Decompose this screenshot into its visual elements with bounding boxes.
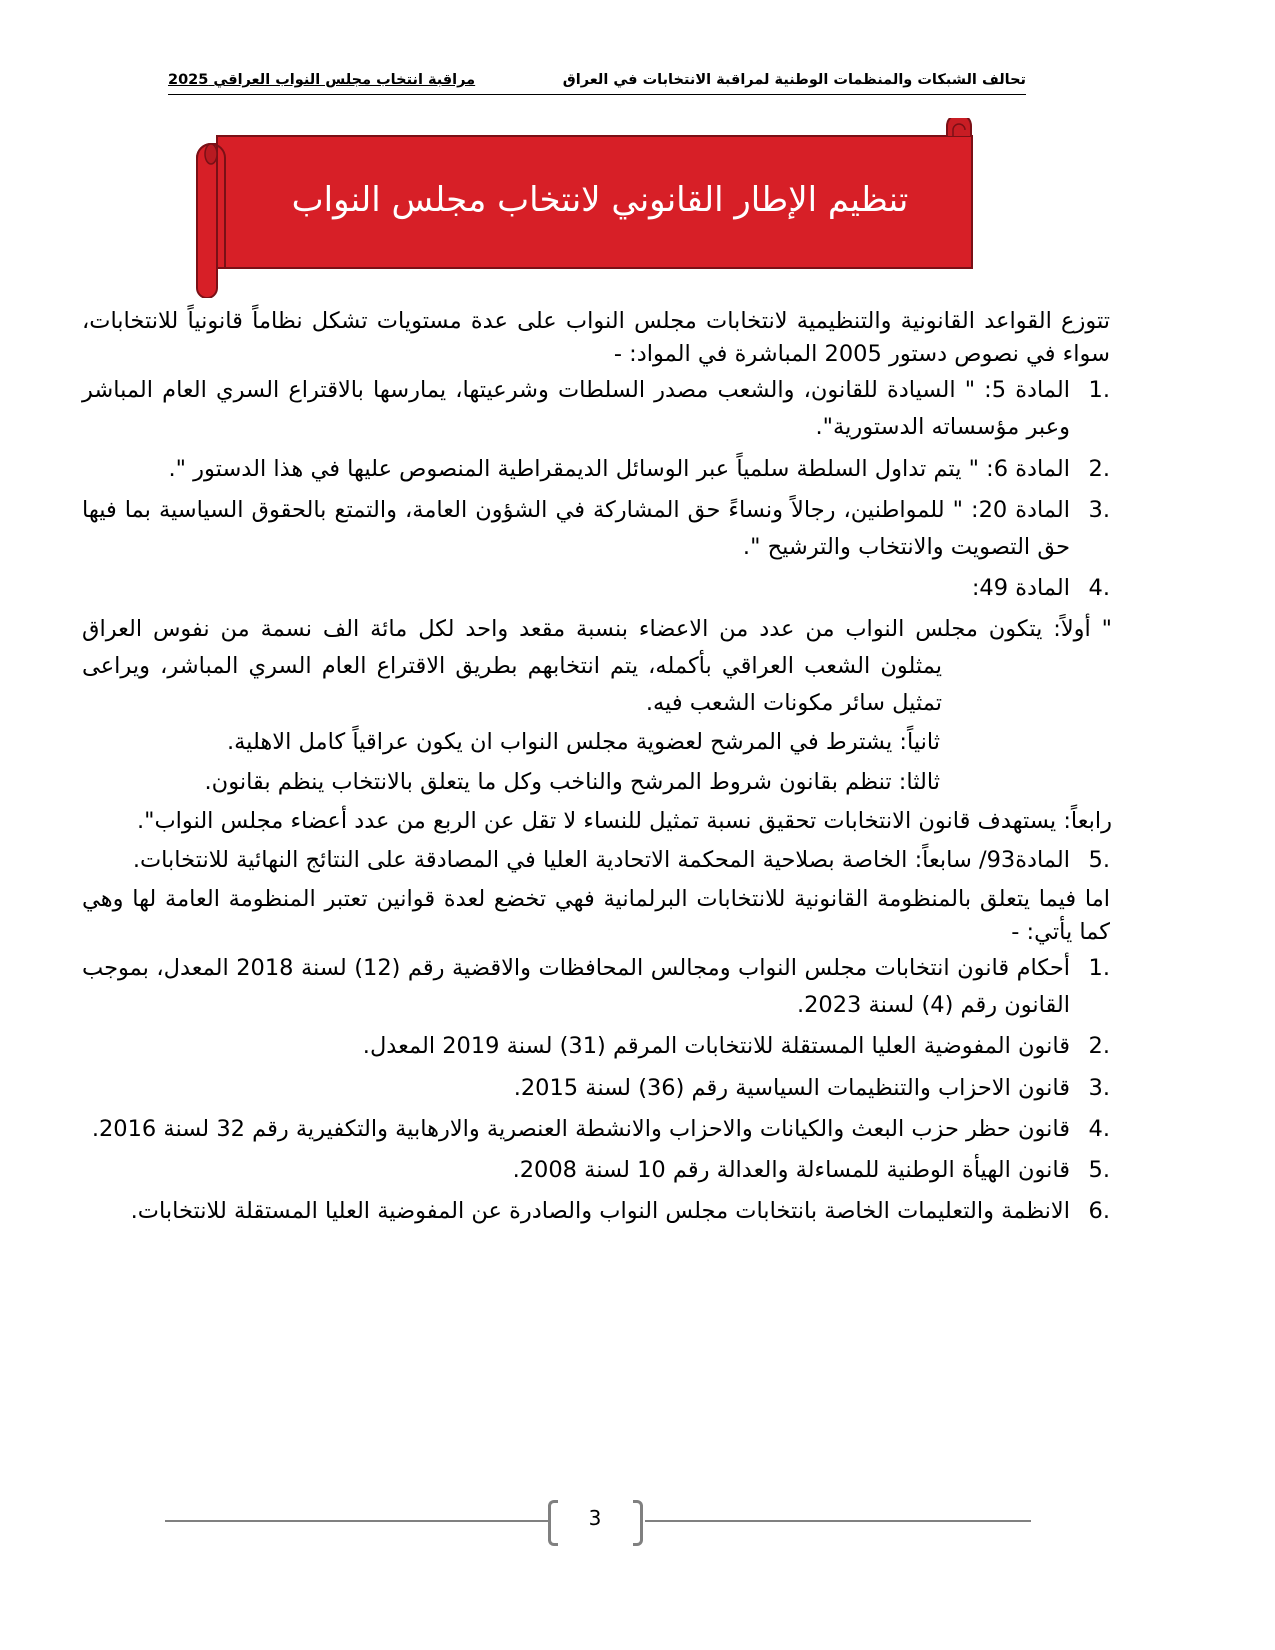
banner-title: تنظيم الإطار القانوني لانتخاب مجلس النواب	[291, 180, 909, 220]
list-text: المادة 5: " السيادة للقانون، والشعب مصدر السلطات وشرعيتها، يمارسها بالاقتراع السري العام المباشر وعبر مؤسساته الدستورية".	[82, 377, 1070, 441]
list-text: المادة 49:	[971, 574, 1070, 601]
list-number: 2.	[1088, 1033, 1110, 1060]
list-number: 1.	[1088, 377, 1110, 404]
page-number: 3	[588, 1506, 602, 1530]
article-93-list	[82, 842, 1110, 879]
list-item	[82, 1193, 1110, 1230]
list-item	[82, 492, 1110, 566]
footer-divider-right	[645, 1520, 1031, 1522]
list-number: 3.	[1088, 496, 1110, 523]
list-number: 1.	[1088, 955, 1110, 982]
constitution-articles-list	[82, 372, 1110, 607]
list-text: قانون المفوضية العليا المستقلة للانتخابات المرقم (31) لسنة 2019 المعدل.	[362, 1033, 1070, 1060]
list-text: أحكام قانون انتخابات مجلس النواب ومجالس المحافظات والاقضية رقم (12) لسنة 2018 المعدل، بموجب القانون رقم (4) لسنة 2023.	[82, 955, 1070, 1019]
list-item	[82, 451, 1110, 488]
list-number: 4.	[1088, 1115, 1110, 1142]
list-item	[82, 1152, 1110, 1189]
list-text: الانظمة والتعليمات الخاصة بانتخابات مجلس النواب والصادرة عن المفوضية العليا المستقلة للانتخابات.	[130, 1197, 1070, 1224]
clause-first: " أولاً: يتكون مجلس النواب من عدد من الاعضاء بنسبة مقعد واحد لكل مائة الف نسمة من نفوس العراق يمثلون الشعب العراقي بأكمله، يتم انتخابهم بطريق الاقتراع العام السري المباشر، ويراعى تمثيل سائر مكونات الشعب فيه.	[82, 616, 1112, 717]
list-number: 2.	[1088, 455, 1110, 482]
list-number: 6.	[1088, 1197, 1110, 1224]
laws-list	[82, 950, 1110, 1230]
list-text: المادة93/ سابعاً: الخاصة بصلاحية المحكمة الاتحادية العليا في المصادقة على النتائج النهائية للانتخابات.	[132, 846, 1070, 873]
header-project: مراقبة انتخاب مجلس النواب العراقي 2025	[168, 72, 476, 88]
clause-fourth: رابعاً: يستهدف قانون الانتخابات تحقيق نسبة تمثيل للنساء لا تقل عن الربع من عدد أعضاء مجلس النواب".	[136, 807, 1112, 834]
list-item	[82, 1028, 1110, 1065]
page-footer	[165, 1500, 1031, 1550]
header-organization: تحالف الشبكات والمنظمات الوطنية لمراقبة الانتخابات في العراق	[562, 72, 1026, 88]
title-banner	[195, 118, 985, 298]
document-body	[82, 305, 1110, 1234]
article-49-clauses	[82, 611, 1110, 840]
list-item	[82, 950, 1110, 1024]
list-number: 5.	[1088, 1156, 1110, 1183]
list-item	[82, 842, 1110, 879]
list-text: المادة 6: " يتم تداول السلطة سلمياً عبر الوسائل الديمقراطية المنصوص عليها في هذا الدستور ".	[168, 455, 1070, 482]
list-item	[82, 570, 1110, 607]
bracket-left-icon	[548, 1500, 558, 1546]
list-text: قانون الهيأة الوطنية للمساءلة والعدالة رقم 10 لسنة 2008.	[512, 1156, 1070, 1183]
list-text: قانون الاحزاب والتنظيمات السياسية رقم (36) لسنة 2015.	[513, 1074, 1070, 1101]
list-item	[82, 1111, 1110, 1148]
list-number: 3.	[1088, 1074, 1110, 1101]
bracket-right-icon	[633, 1500, 643, 1546]
clause-third: ثالثا: تنظم بقانون شروط المرشح والناخب وكل ما يتعلق بالانتخاب ينظم بقانون.	[204, 768, 940, 795]
list-number: 5.	[1088, 846, 1110, 873]
intro-paragraph: تتوزع القواعد القانونية والتنظيمية لانتخابات مجلس النواب على عدة مستويات تشكل نظاماً قانونياً للانتخابات، سواء في نصوص دستور 2005 المباشرة في المواد: -	[82, 308, 1110, 367]
footer-divider-left	[165, 1520, 548, 1522]
list-number: 4.	[1088, 574, 1110, 601]
page-header	[168, 72, 1026, 95]
laws-intro-paragraph: اما فيما يتعلق بالمنظومة القانونية للانتخابات البرلمانية فهي تخضع لعدة قوانين تعتبر المنظومة العامة لها وهي كما يأتي: -	[82, 885, 1110, 945]
list-text: قانون حظر حزب البعث والكيانات والاحزاب والانشطة العنصرية والارهابية والتكفيرية رقم 32 لسنة 2016.	[91, 1115, 1070, 1142]
list-text: المادة 20: " للمواطنين، رجالاً ونساءً حق المشاركة في الشؤون العامة، والتمتع بالحقوق السياسية بما فيها حق التصويت والانتخاب والترشيح ".	[82, 496, 1071, 560]
clause-second: ثانياً: يشترط في المرشح لعضوية مجلس النواب ان يكون عراقياً كامل الاهلية.	[226, 729, 940, 756]
list-item	[82, 1070, 1110, 1107]
list-item	[82, 372, 1110, 446]
